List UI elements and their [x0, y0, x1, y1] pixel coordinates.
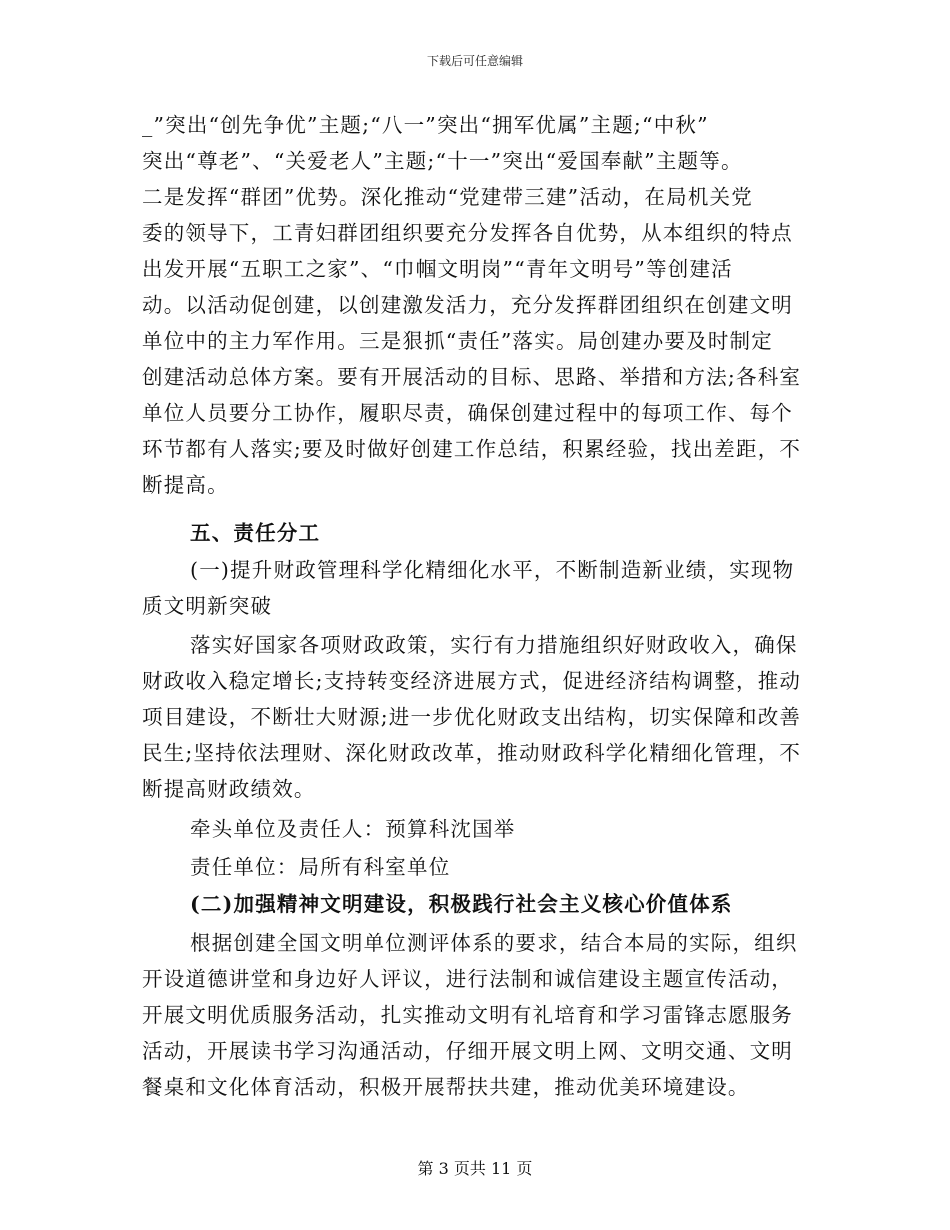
paragraph-line: 单位人员要分工协作，履职尽责，确保创建过程中的每项工作、每个 [142, 401, 793, 425]
paragraph-line: 活动，开展读书学习沟通活动，仔细开展文明上网、文明交通、文明 [142, 1039, 793, 1063]
paragraph-line: 单位中的主力军作用。三是狠抓“责任”落实。局创建办要及时制定 [142, 329, 773, 353]
paragraph-line: 二是发挥“群团”优势。深化推动“党建带三建”活动，在局机关党 [142, 185, 753, 209]
paragraph-line: 财政收入稳定增长;支持转变经济进展方式，促进经济结构调整，推动 [142, 669, 802, 693]
paragraph-line: 动。以活动促创建，以创建激发活力，充分发挥群团组织在创建文明 [142, 293, 793, 317]
paragraph-line: 餐桌和文化体育活动，积极开展帮扶共建，推动优美环境建设。 [142, 1075, 750, 1099]
responsible-unit-line: 责任单位：局所有科室单位 [190, 855, 451, 879]
section-heading: 五、责任分工 [190, 521, 321, 545]
paragraph-line: 民生;坚持依法理财、深化财政改革，推动财政科学化精细化管理，不 [142, 741, 802, 765]
paragraph-line: 开设道德讲堂和身边好人评议，进行法制和诚信建设主题宣传活动， [142, 967, 793, 991]
paragraph-line: 环节都有人落实;要及时做好创建工作总结，积累经验，找出差距，不 [142, 437, 802, 461]
lead-unit-line: 牵头单位及责任人：预算科沈国举 [190, 817, 516, 841]
paragraph-line: 落实好国家各项财政政策，实行有力措施组织好财政收入，确保 [190, 633, 798, 657]
paragraph-line: 出发开展“五职工之家”、“巾帼文明岗”“青年文明号”等创建活 [142, 257, 733, 281]
subsection-heading-bold: (二)加强精神文明建设，积极践行社会主义核心价值体系 [190, 892, 733, 916]
paragraph-line: 开展文明优质服务活动，扎实推动文明有礼培育和学习雷锋志愿服务 [142, 1003, 793, 1027]
paragraph-line: 断提高。 [142, 473, 229, 497]
paragraph-line: _”突出“创先争优”主题;“八一”突出“拥军优属”主题;“中秋” [142, 113, 709, 137]
subsection-heading-cont: 质文明新突破 [142, 594, 273, 618]
paragraph-line: 突出“尊老”、“关爱老人”主题;“十一”突出“爱国奉献”主题等。 [142, 149, 743, 173]
page-number: 第 3 页共 11 页 [417, 1159, 533, 1178]
paragraph-line: 创建活动总体方案。要有开展活动的目标、思路、举措和方法;各科室 [142, 365, 802, 389]
paragraph-line: 断提高财政绩效。 [142, 777, 316, 801]
subsection-heading: (一)提升财政管理科学化精细化水平，不断制造新业绩，实现物 [190, 558, 795, 582]
paragraph-line: 项目建设，不断壮大财源;进一步优化财政支出结构，切实保障和改善 [142, 705, 802, 729]
paragraph-line: 根据创建全国文明单位测评体系的要求，结合本局的实际，组织 [190, 931, 798, 955]
page-header-note: 下载后可任意编辑 [426, 54, 523, 68]
paragraph-line: 委的领导下，工青妇群团组织要充分发挥各自优势，从本组织的特点 [142, 221, 793, 245]
